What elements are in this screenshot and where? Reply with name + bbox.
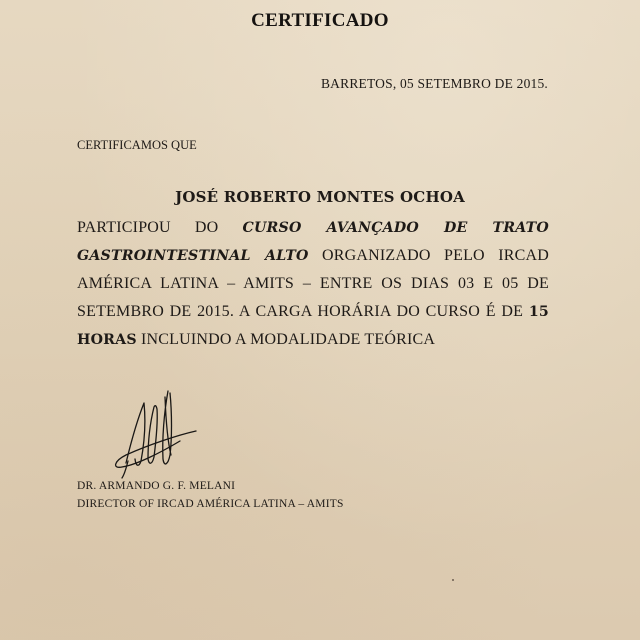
body-text-part3: INCLUINDO A MODALIDADE TEÓRICA xyxy=(136,330,436,348)
recipient-name: JOSÉ ROBERTO MONTES OCHOA xyxy=(175,188,465,206)
signature-icon xyxy=(108,383,204,479)
certificate-title: CERTIFICADO xyxy=(251,10,389,31)
place-and-date: BARRETOS, 05 SETEMBRO DE 2015. xyxy=(320,76,548,91)
paper-speck xyxy=(452,579,454,581)
body-text-part2: ORGANIZADO PELO IRCAD AMÉRICA LATINA – AMITS – ENTRE OS DIAS 03 E 05 DE SETEMBRO DE 2015. A CARGA HORÁRIA DO CURSO É DE xyxy=(77,247,550,320)
intro-text: CERTIFICAMOS QUE xyxy=(77,138,197,152)
body-text-part1: PARTICIPOU DO xyxy=(77,219,243,236)
signatory-name: DR. ARMANDO G. F. MELANI xyxy=(77,480,236,492)
certificate-body xyxy=(77,214,549,354)
signatory-title: DIRECTOR OF IRCAD AMÉRICA LATINA – AMITS xyxy=(77,498,344,510)
course-hours: 15 HORAS xyxy=(77,303,549,348)
course-name: CURSO AVANÇADO DE TRATO GASTROINTESTINAL ALTO xyxy=(77,220,549,265)
